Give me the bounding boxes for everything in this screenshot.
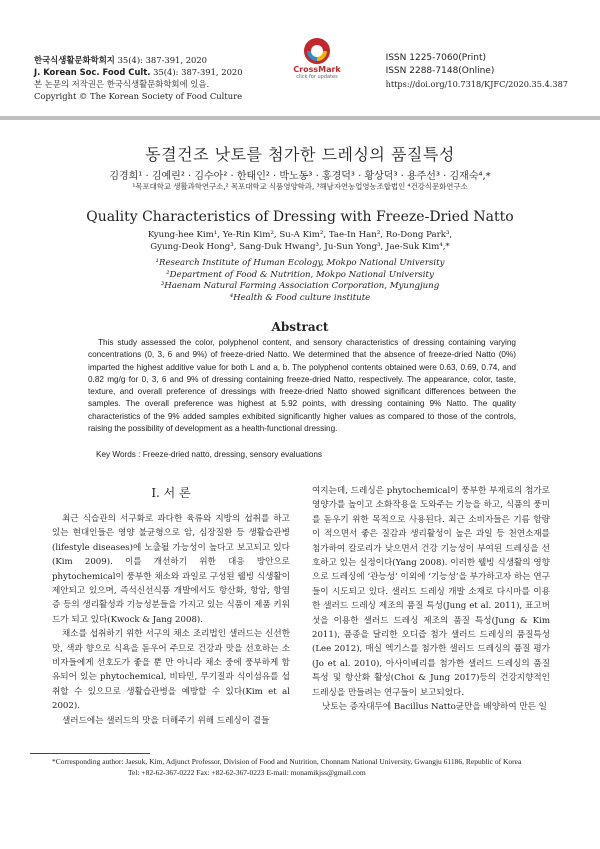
copyright-note-ko: 본 논문의 저작권은 한국식생활문화학회에 있음. — [34, 79, 210, 89]
journal-name-en: J. Korean Soc. Food Cult. — [34, 67, 151, 77]
footnote-contact: Tel: +82-62-367-0222 Fax: +82-62-367-0223 E-mail: monamikjss@gmail.com — [128, 767, 366, 777]
affiliation-3: ³Haenam Natural Farming Association Corporation, Myungjung — [160, 281, 440, 292]
title-korean: 동결건조 낫토를 첨가한 드레싱의 품질특성 — [145, 145, 455, 164]
paragraph: 샐러드에는 샐러드의 맛을 더해주기 위해 드레싱이 곁들 — [62, 715, 270, 726]
issue-en: 35(4): 387-391, 2020 — [150, 67, 243, 77]
issn-block — [386, 52, 568, 91]
title-english: Quality Characteristics of Dressing with Freeze-Dried Natto — [86, 209, 514, 225]
affiliation-4: ⁴Health & Food culture institute — [229, 292, 371, 303]
abstract-body: This study assessed the color, polyphenol content, and sensory characteristics of dressing containing varying concentrations (0, 3, 6 and 9%) of freeze-dried Natto. We determined that the absence of freeze-dried Natto (0%) imparted the highest additive value for both L and a, b. The polyphenol contents obtained were 0.63, 0.69, 0.74, and 0.82 mg/g for 0, 3, 6 and 9% of dressing containing freeze-dried Natto, respectively. The appearance, color, taste, texture, and overall preference of dressings with freeze-dried Natto showed significant differences between the samples. The overall preference was highest at 5.92 points, with dressing containing 9% Natto. The quality characteristics of the 9% added samples exhibited significantly higher values as compared to those of the controls, raising the possibility of development as a health-functional dressing. — [88, 338, 516, 434]
body-column-right — [312, 484, 550, 715]
abstract-heading: Abstract — [271, 320, 329, 334]
issue-ko: 35(4): 387-391, 2020 — [114, 55, 208, 65]
paragraph: 낫토는 증자대두에 Bacillus Natto균만을 배양하여 만든 일 — [322, 702, 547, 713]
affiliation-2: ²Department of Food & Nutrition, Mokpo National University — [166, 269, 434, 280]
crossmark-label: CrossMark — [293, 65, 341, 74]
crossmark-sub: click for updates — [296, 74, 338, 80]
journal-header — [34, 54, 243, 102]
crossmark-badge[interactable] — [282, 38, 352, 80]
journal-name-ko: 한국식생활문화학회지 — [34, 55, 115, 65]
authors-korean: 김경희¹ · 김예린² · 김수아² · 한태인² · 박노동³ · 홍경덕³ · 황상덕³ · 용주선³ · 김재숙⁴,* — [109, 171, 491, 182]
affiliations-english — [0, 258, 600, 304]
issn-online: ISSN 2288-7148(Online) — [385, 66, 495, 76]
doi-link[interactable]: https://doi.org/10.7318/KJFC/2020.35.4.387 — [385, 79, 568, 89]
affiliations-korean: ¹목포대학교 생활과학연구소,² 목포대학교 식품영양학과, ³해남자연농업영농조합법인 ⁴건강식문화연구소 — [132, 182, 468, 191]
footnote-author: *Corresponding author: Jaesuk, Kim, Adjunct Professor, Division of Food and Nutrition, Chonnam National University, Gwangju 61186, Republic of Korea — [52, 757, 522, 766]
section-heading-introduction: Ⅰ. 서 론 — [151, 486, 191, 500]
authors-en-line-2: Gyung-Deok Hong³, Sang-Duk Hwang³, Ju-Sun Yong³, Jae-Suk Kim⁴,* — [150, 241, 450, 252]
affiliation-1: ¹Research Institute of Human Ecology, Mokpo National University — [155, 258, 445, 268]
authors-en-line-1: Kyung-hee Kim¹, Ye-Rin Kim², Su-A Kim², Tae-In Han², Ro-Dong Park³, — [147, 230, 453, 240]
copyright: Copyright © The Korean Society of Food Culture — [34, 91, 243, 101]
paragraph: 여지는데, 드레싱은 phytochemical이 풍부한 부재료의 첨가로 영양가를 높이고 소화작용을 도와주는 기능을 하고, 식품의 풍미를 돋우기 위한 목적으로 사용된다. 최근 소비자들은 기름 함량이 적으면서 좋은 질감과 생리활성이 높은 과일 등 천연소재를 첨가하여 칼로리가 낮으면서 건강 기능성이 부여된 드레싱을 선호하고 있는 실정이다(Yang 2008). 이러한 웰빙 식생활의 영향으로 드레싱에 ‘관능성’ 이외에 ‘기능성’을 부가하고자 하는 연구들이 시도되고 있다. 샐러드 드레싱 개발 소재로 다시마를 이용한 샐러드 드레싱 제조의 품질 특성(Jung et al. 2011), 표고버섯을 이용한 샐러드 드레싱 제조의 품질 특성(Jung & Kim 2011), 품종을 달리한 오디즙 첨가 샐러드 드레싱의 품질특성(Lee 2012), 매실 엑기스를 첨가한 샐러드 드레싱의 품질 평가(Jo et al. 2010), 아사이베리를 첨가한 샐러드 드레싱의 품질특성 및 항산화 활성(Choi & Jung 2017)등의 건강지향적인 드레싱을 만들려는 연구들이 보고되었다. — [312, 486, 550, 698]
authors-english — [0, 230, 600, 253]
corresponding-author-footnote — [52, 757, 572, 778]
paragraph: 최근 식습관의 서구화로 과다한 육류와 지방의 섭취를 하고 있는 현대인들은 영양 불균형으로 암, 심장질환 등 생활습관병(lifestyle diseases)에 노출될 가능성이 높다고 보고되고 있다(Kim 2009). 이를 개선하기 위한 대응 방안으로 phytochemical이 풍부한 채소와 과일로 구성된 웰빙 식생활이 제안되고 있으며, 즉석신선식품 개발에서도 항산화, 항암, 항염증 등의 생리활성과 기능성분들을 가지고 있는 식품이 제품 키워드가 되고 있다(Kwock & Jang 2008). — [52, 514, 290, 625]
crossmark-icon — [304, 38, 330, 64]
keywords: Key Words : Freeze-dried natto, dressing, sensory evaluations — [96, 450, 323, 459]
issn-print: ISSN 1225-7060(Print) — [385, 53, 487, 63]
header-divider — [0, 116, 600, 120]
footnote-divider — [30, 753, 150, 754]
paragraph: 채소를 섭취하기 위한 서구의 채소 조리법인 샐러드는 신선한 맛, 색과 향으로 식욕을 돋우어 주므로 건강과 맛을 선호하는 소비자들에게 선호도가 좋을 뿐 만 아니라 채소 중에 풍부하게 함유되어 있는 phytochemical, 비타민, 무기질과 식이섬유를 섭취할 수 있으므로 생활습관병을 예방할 수 있다(Kim et al 2002). — [52, 629, 290, 712]
body-column-left — [52, 512, 290, 728]
